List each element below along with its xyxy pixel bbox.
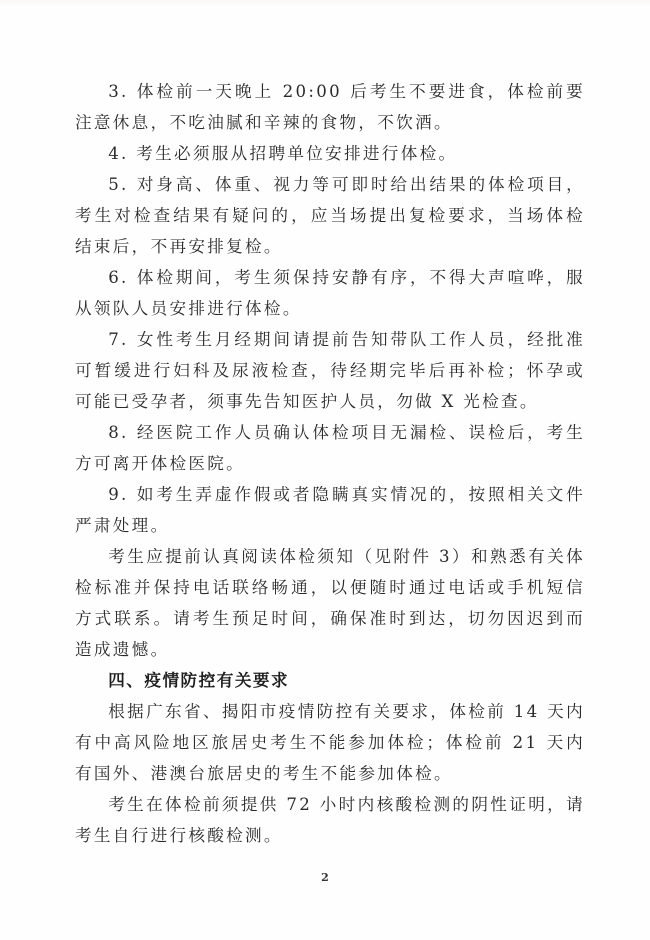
section-heading-epidemic: 四、疫情防控有关要求 xyxy=(108,671,290,690)
paragraph-item-4: 4. 考生必须服从招聘单位安排进行体检。 xyxy=(108,144,458,163)
paragraph-item-9: 9. 如考生弄虚作假或者隐瞒真实情况的，按照相关文件严肃处理。 xyxy=(75,485,585,535)
paragraph-item-3: 3. 体检前一天晚上 20:00 后考生不要进食，体检前要注意休息，不吃油腻和辛辣的食物，不饮酒。 xyxy=(75,82,585,132)
page-number: 2 xyxy=(321,871,329,884)
paragraph-item-7: 7. 女性考生月经期间请提前告知带队工作人员，经批准可暂缓进行妇科及尿液检查，待经期完毕后再补检；怀孕或可能已受孕者，须事先告知医护人员，勿做 X 光检查。 xyxy=(75,330,585,411)
paragraph-item-6: 6. 体检期间，考生须保持安静有序，不得大声喧哗，服从领队人员安排进行体检。 xyxy=(75,268,585,318)
paragraph-nucleic-acid-test: 考生在体检前须提供 72 小时内核酸检测的阴性证明，请考生自行进行核酸检测。 xyxy=(75,795,585,845)
paragraph-travel-history: 根据广东省、揭阳市疫情防控有关要求，体检前 14 天内有中高风险地区旅居史考生不能参加体检；体检前 21 天内有国外、港澳台旅居史的考生不能参加体检。 xyxy=(75,702,585,783)
paragraph-item-5: 5. 对身高、体重、视力等可即时给出结果的体检项目，考生对检查结果有疑问的，应当场提出复检要求，当场体检结束后，不再安排复检。 xyxy=(75,175,585,256)
paragraph-reading-notice: 考生应提前认真阅读体检须知（见附件 3）和熟悉有关体检标准并保持电话联络畅通，以便随时通过电话或手机短信方式联系。请考生预足时间，确保准时到达，切勿因迟到而造成遗憾。 xyxy=(75,547,585,659)
document-body xyxy=(75,76,585,851)
paragraph-item-8: 8. 经医院工作人员确认体检项目无漏检、误检后，考生方可离开体检医院。 xyxy=(75,423,585,473)
